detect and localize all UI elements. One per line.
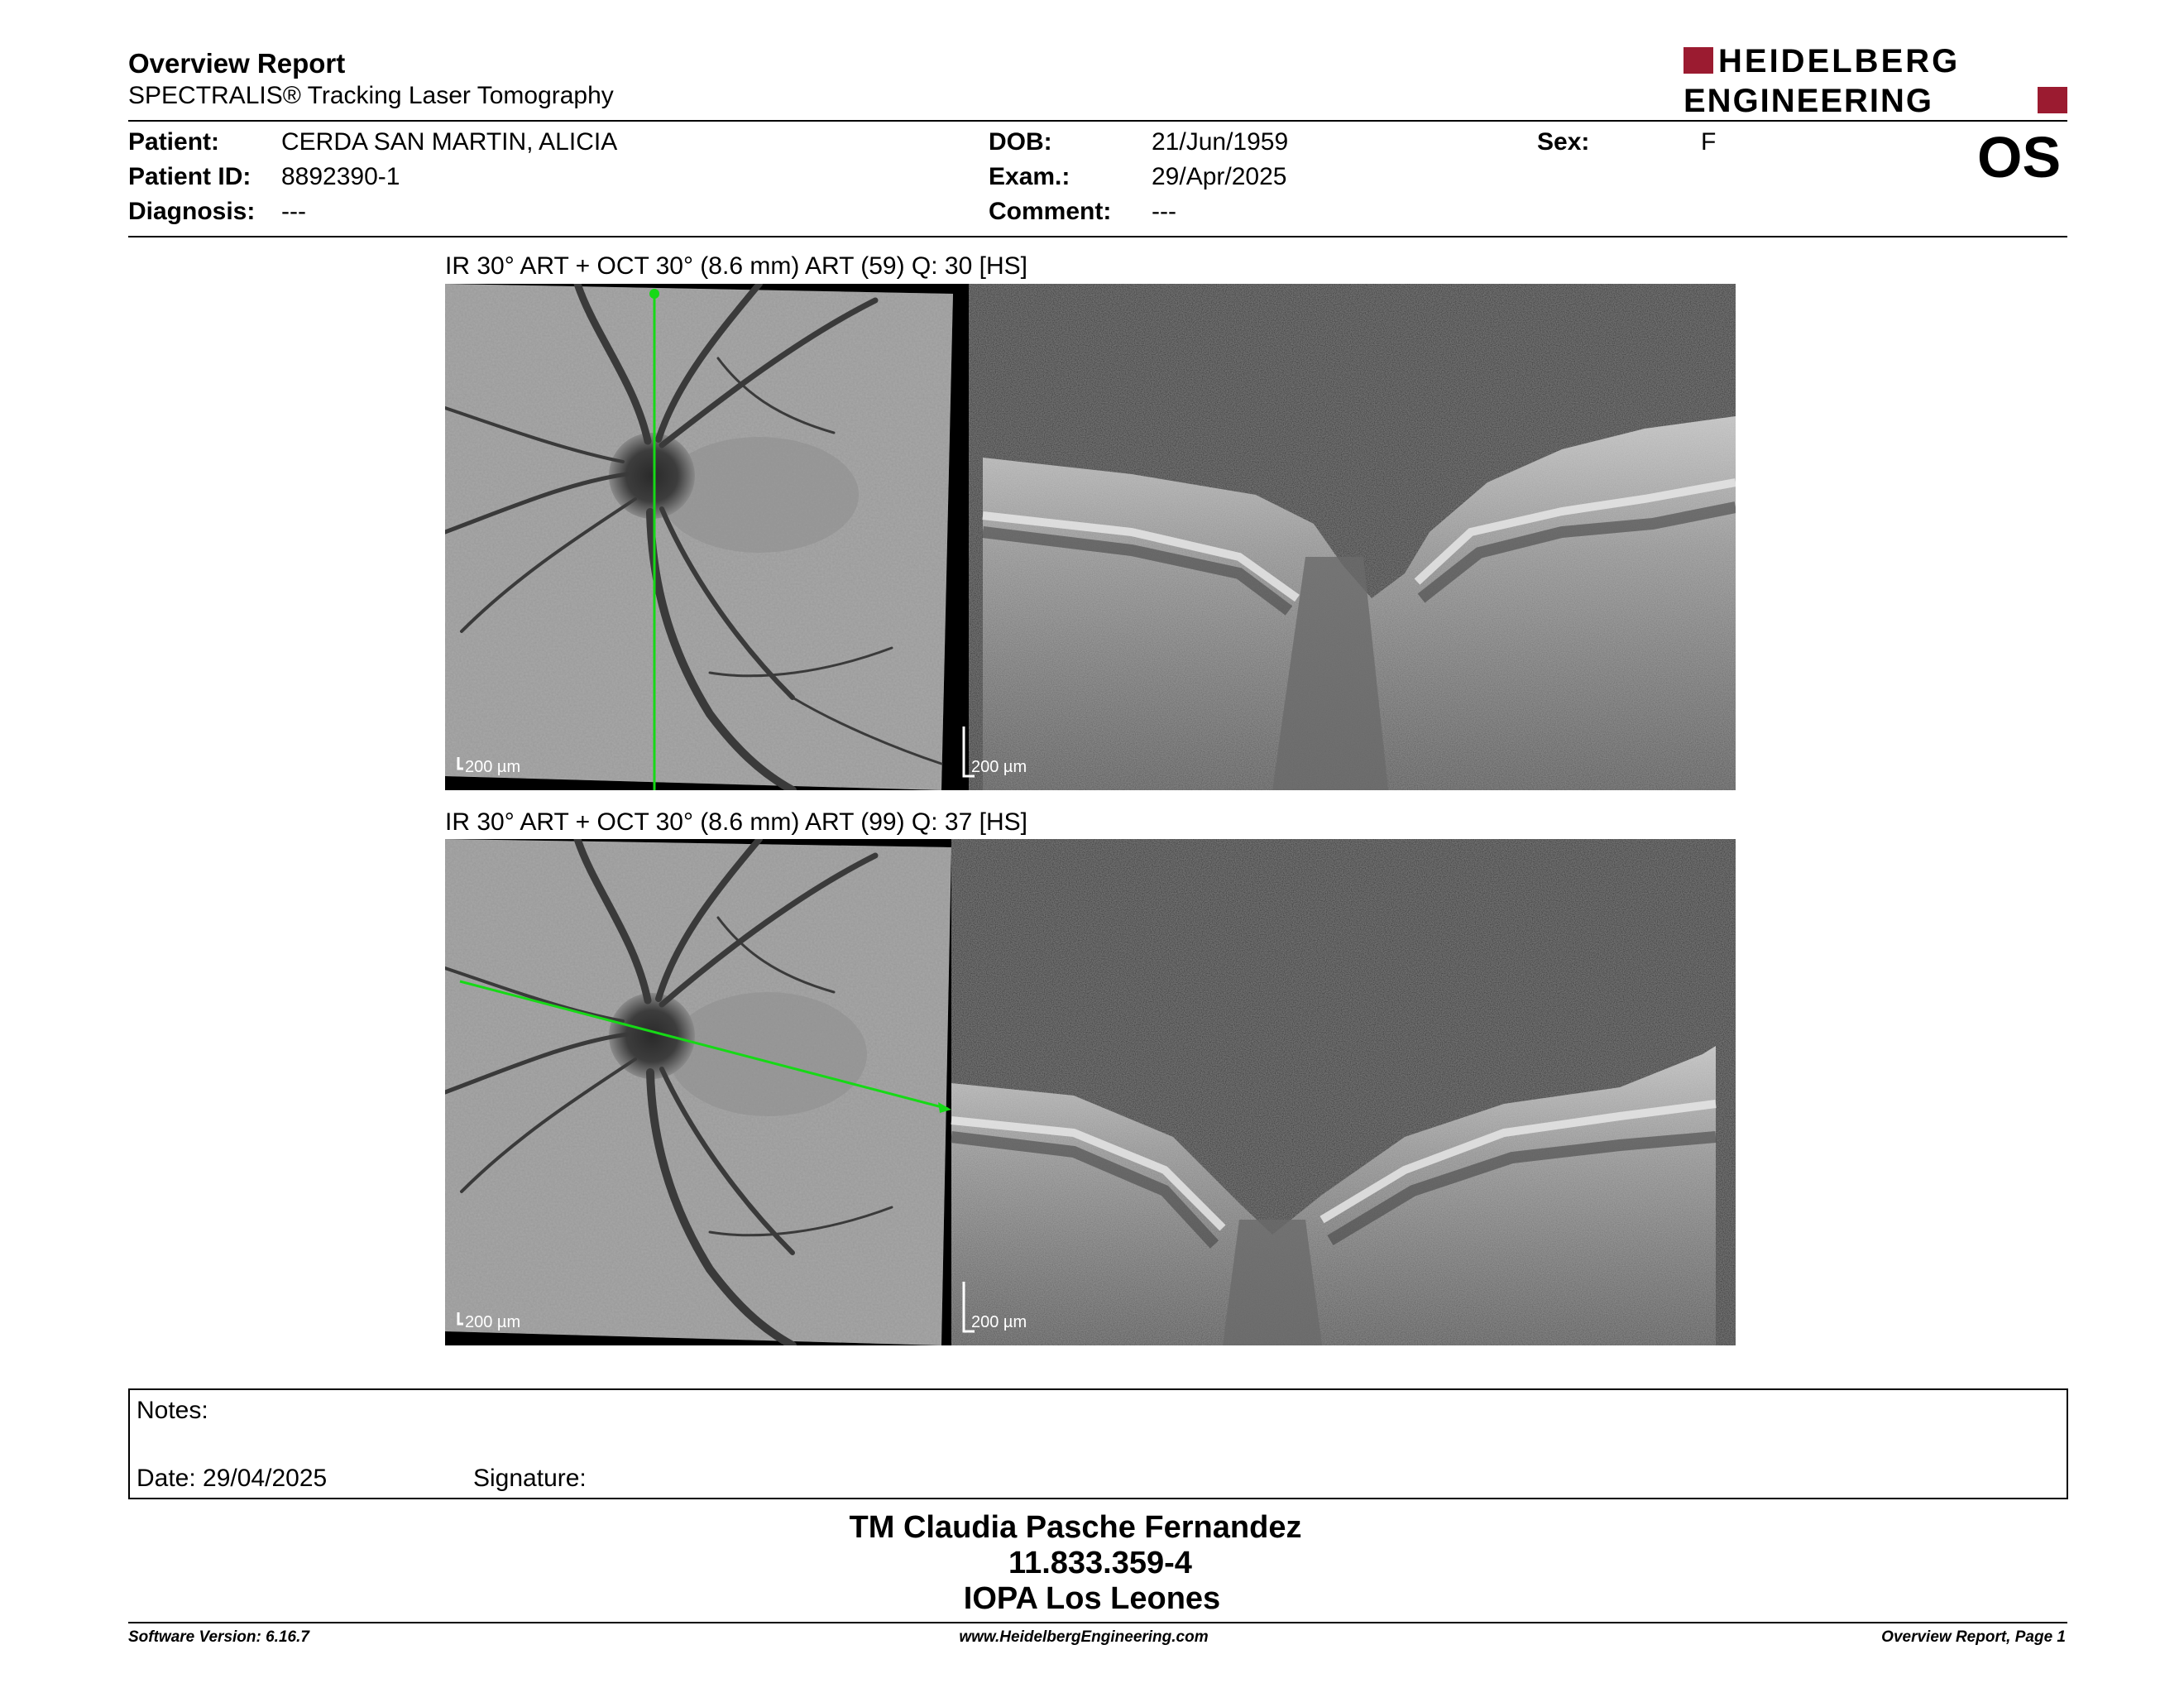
footer-software: Software Version: 6.16.7 bbox=[128, 1628, 309, 1646]
scan-2-oct-scale: 200 µm bbox=[971, 1313, 1027, 1331]
dob-value: 21/Jun/1959 bbox=[1152, 128, 1289, 156]
scan-2-image bbox=[445, 839, 1736, 1345]
logo-line1: HEIDELBERG bbox=[1718, 46, 1961, 79]
logo-square-bottom bbox=[2038, 87, 2067, 113]
optic-nerve-head bbox=[1223, 1220, 1322, 1345]
logo-square-top bbox=[1684, 47, 1713, 74]
notes-label: Notes: bbox=[136, 1397, 208, 1424]
sex-label: Sex: bbox=[1537, 128, 1590, 156]
scan-1-panel bbox=[445, 284, 1736, 790]
exam-label: Exam.: bbox=[989, 163, 1070, 190]
heidelberg-logo bbox=[1684, 46, 2068, 116]
scan-1-image bbox=[445, 284, 1736, 790]
diagnosis-label: Diagnosis: bbox=[128, 198, 256, 225]
scan-2-oct bbox=[951, 839, 1736, 1345]
scan-1-scan-line-marker bbox=[649, 289, 659, 299]
scan-2-panel bbox=[445, 839, 1736, 1345]
scan-2-fundus bbox=[445, 839, 951, 1345]
footer-website[interactable]: www.HeidelbergEngineering.com bbox=[959, 1628, 1209, 1646]
report-title: Overview Report bbox=[128, 48, 346, 79]
notes-box bbox=[128, 1388, 2068, 1499]
patient-label: Patient: bbox=[128, 128, 220, 156]
diagnosis-value: --- bbox=[281, 198, 306, 225]
logo-line2: ENGINEERING bbox=[1684, 83, 1934, 116]
notes-date: Date: 29/04/2025 bbox=[136, 1465, 328, 1492]
scan-1-fundus bbox=[445, 284, 953, 790]
scan-1-oct bbox=[964, 284, 1736, 790]
footer-divider bbox=[128, 1622, 2067, 1623]
eye-indicator: OS bbox=[1977, 125, 2062, 189]
exam-value: 29/Apr/2025 bbox=[1152, 163, 1287, 190]
scan-1-fundus-scale: 200 µm bbox=[465, 758, 521, 776]
patient-divider bbox=[128, 236, 2067, 237]
notes-signature: Signature: bbox=[473, 1465, 587, 1492]
scan-2-fundus-scale: 200 µm bbox=[465, 1313, 521, 1331]
scan-1-caption: IR 30° ART + OCT 30° (8.6 mm) ART (59) Q: 30 [HS] bbox=[445, 252, 1027, 280]
patient-name: CERDA SAN MARTIN, ALICIA bbox=[281, 128, 618, 156]
patient-id: 8892390-1 bbox=[281, 163, 400, 190]
scan-1-oct-scale: 200 µm bbox=[971, 758, 1027, 776]
dob-label: DOB: bbox=[989, 128, 1052, 156]
comment-label: Comment: bbox=[989, 198, 1112, 225]
stamp-id: 11.833.359-4 bbox=[1008, 1546, 1192, 1580]
footer-page: Overview Report, Page 1 bbox=[1881, 1628, 2066, 1646]
scan-2-caption: IR 30° ART + OCT 30° (8.6 mm) ART (99) Q: 37 [HS] bbox=[445, 808, 1027, 836]
stamp-institution: IOPA Los Leones bbox=[963, 1581, 1221, 1616]
report-subtitle: SPECTRALIS® Tracking Laser Tomography bbox=[128, 82, 614, 109]
patient-id-label: Patient ID: bbox=[128, 163, 251, 190]
sex-value: F bbox=[1701, 128, 1717, 156]
comment-value: --- bbox=[1152, 198, 1176, 225]
stamp-name: TM Claudia Pasche Fernandez bbox=[849, 1510, 1302, 1545]
header-divider bbox=[128, 120, 2067, 122]
